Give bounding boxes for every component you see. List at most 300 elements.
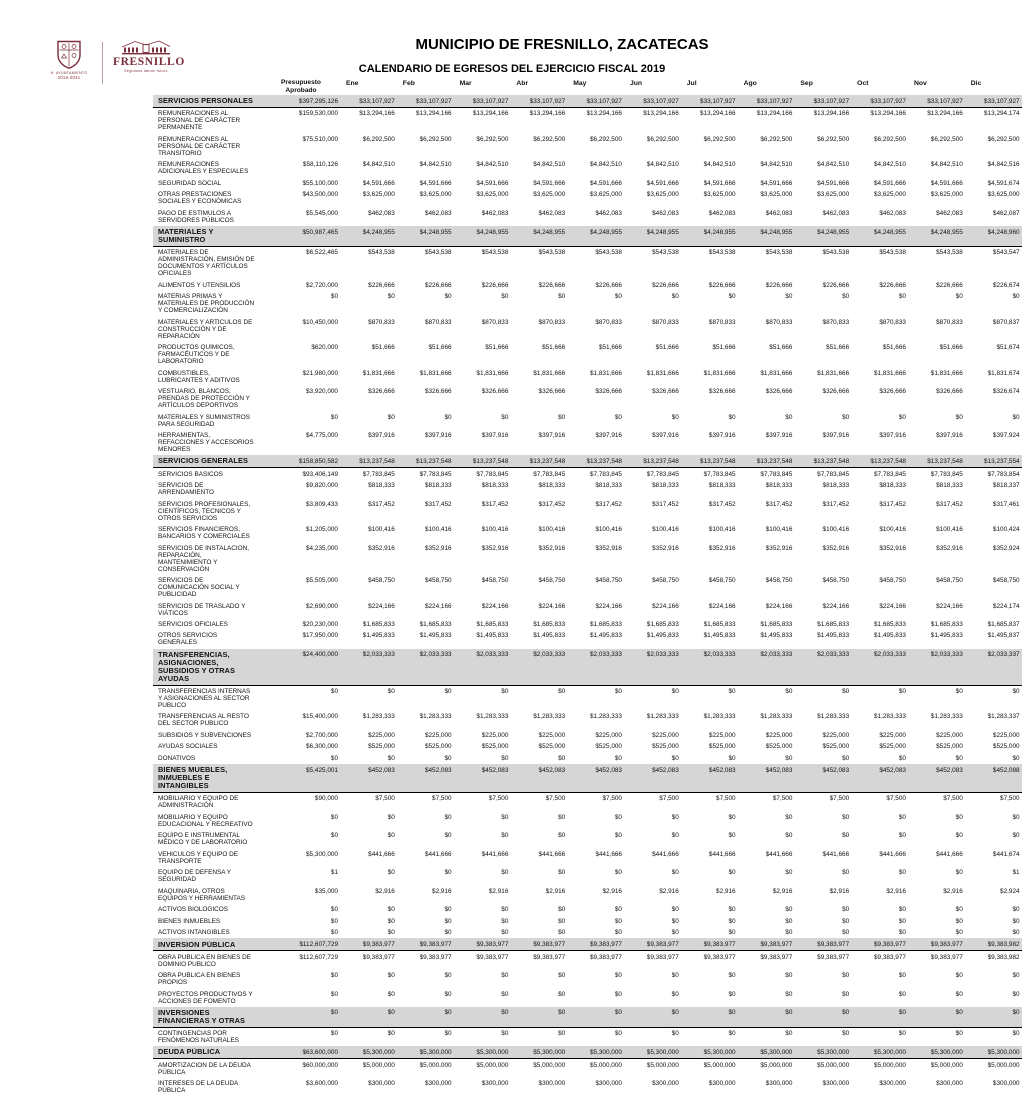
cell-month-value: $0 — [387, 754, 395, 762]
cell-month-value: $0 — [898, 754, 906, 762]
cell-month-value: $0 — [671, 1030, 679, 1038]
section-row — [153, 1007, 1022, 1028]
cell-month-value: $870,833 — [481, 318, 509, 326]
cell-month-value: $4,248,955 — [703, 228, 736, 236]
cell-month-value: $9,383,977 — [533, 941, 566, 949]
cell-month-value: $6,292,500 — [987, 135, 1020, 143]
cell-month-value: $300,000 — [595, 1080, 622, 1088]
table-row — [153, 542, 1022, 574]
cell-month-value: $0 — [898, 917, 906, 925]
cell-month-value: $0 — [558, 687, 566, 695]
cell-month-value: $225,000 — [368, 731, 395, 739]
cell-month-value: $13,294,166 — [700, 110, 736, 118]
cell-month-value: $1,495,833 — [760, 632, 793, 640]
cell-presupuesto-aprobado: $6,300,000 — [306, 743, 338, 751]
cell-month-value: $0 — [955, 1030, 963, 1038]
cell-month-value: $0 — [785, 1030, 793, 1038]
cell-month-value: $13,294,166 — [927, 110, 963, 118]
cell-month-value: $0 — [387, 687, 395, 695]
cell-month-value: $13,294,166 — [416, 110, 452, 118]
cell-month-value: $9,383,977 — [760, 941, 793, 949]
cell-presupuesto-aprobado: $0 — [330, 1030, 338, 1038]
cell-month-value: $4,591,666 — [873, 179, 906, 187]
cell-month-value: $9,383,977 — [873, 953, 906, 961]
table-body — [153, 95, 1022, 1096]
row-label: SERVICIOS PROFESIONALES, CIENTÍFICOS, TECNICOS Y OTROS SERVICIOS — [158, 500, 251, 522]
cell-month-value: $13,237,548 — [756, 457, 793, 465]
cell-month-value: $818,333 — [595, 482, 622, 490]
cell-month-value: $2,033,333 — [419, 651, 452, 659]
cell-month-value: $818,333 — [538, 482, 566, 490]
cell-month-value: $4,248,955 — [419, 228, 452, 236]
row-label: DONATIVOS — [158, 754, 196, 762]
cell-month-value: $51,666 — [371, 344, 395, 352]
cell-month-value: $0 — [614, 1009, 622, 1017]
cell-month-value: $4,248,955 — [646, 228, 679, 236]
column-header-month: Ene — [346, 79, 359, 87]
cell-month-value: $870,833 — [879, 318, 906, 326]
cell-month-value: $33,107,927 — [359, 97, 395, 105]
cell-month-value: $9,383,977 — [362, 941, 395, 949]
table-row — [153, 904, 1022, 915]
cell-presupuesto-aprobado: $24,400,000 — [302, 651, 338, 659]
cell-month-value: $1,831,666 — [646, 369, 679, 377]
table-row — [153, 367, 1022, 385]
table-row — [153, 753, 1022, 764]
table-row — [153, 867, 1022, 885]
cell-month-value: $0 — [728, 813, 736, 821]
cell-month-value: $352,916 — [424, 544, 452, 552]
cell-month-value: $0 — [1012, 413, 1020, 421]
cell-month-value: $0 — [558, 869, 566, 877]
cell-month-value: $0 — [444, 869, 452, 877]
cell-month-value: $870,833 — [368, 318, 395, 326]
cell-month-value: $0 — [558, 293, 566, 301]
cell-month-value: $441,666 — [822, 850, 850, 858]
cell-month-value: $326,666 — [765, 388, 793, 396]
cell-presupuesto-aprobado: $0 — [330, 754, 338, 762]
cell-month-value: $0 — [898, 832, 906, 840]
cell-month-value: $2,033,333 — [589, 651, 622, 659]
cell-month-value: $525,000 — [992, 743, 1020, 751]
cell-month-value: $543,538 — [424, 249, 452, 257]
cell-presupuesto-aprobado: $5,300,000 — [306, 850, 338, 858]
cell-month-value: $4,591,666 — [703, 179, 736, 187]
cell-month-value: $525,000 — [481, 743, 509, 751]
cell-month-value: $397,916 — [368, 432, 395, 440]
cell-month-value: $33,107,927 — [813, 97, 850, 105]
cell-month-value: $9,383,982 — [987, 941, 1020, 949]
row-label: CONTINGENCIAS POR FENÓMENOS NATURALES — [158, 1030, 239, 1045]
cell-month-value: $0 — [444, 832, 452, 840]
cell-month-value: $2,033,333 — [873, 651, 906, 659]
row-label: SERVICIOS BÁSICOS — [158, 470, 223, 478]
cell-month-value: $33,107,927 — [756, 97, 793, 105]
section-row — [153, 226, 1022, 247]
cell-month-value: $13,237,548 — [472, 457, 509, 465]
cell-month-value: $3,625,000 — [873, 191, 906, 199]
cell-month-value: $9,383,977 — [646, 941, 679, 949]
row-label: MATERIAS PRIMAS Y MATERIALES DE PRODUCCIÓN Y COMERCIALIZACIÓN — [158, 293, 255, 315]
cell-month-value: $100,416 — [708, 526, 736, 534]
cell-presupuesto-aprobado: $5,425,001 — [306, 766, 338, 774]
cell-month-value: $326,666 — [424, 388, 452, 396]
cell-month-value: $51,666 — [428, 344, 452, 352]
column-header-month: Nov — [913, 79, 927, 87]
cell-month-value: $0 — [671, 754, 679, 762]
cell-month-value: $5,300,000 — [533, 1048, 566, 1056]
cell-month-value: $4,842,510 — [873, 161, 906, 169]
cell-month-value: $0 — [444, 990, 452, 998]
cell-month-value: $9,383,977 — [930, 941, 963, 949]
cell-month-value: $452,083 — [708, 766, 736, 774]
cell-month-value: $1,685,833 — [703, 621, 736, 628]
cell-month-value: $462,083 — [595, 209, 622, 217]
cell-month-value: $0 — [558, 917, 566, 925]
cell-month-value: $9,383,977 — [817, 941, 850, 949]
cell-month-value: $326,674 — [992, 388, 1020, 396]
cell-month-value: $3,625,000 — [419, 191, 452, 199]
cell-month-value: $51,666 — [826, 344, 850, 352]
cell-presupuesto-aprobado: $0 — [330, 1009, 338, 1017]
row-label: MATERIALES Y ARTÍCULOS DE CONSTRUCCIÓN Y DE REPARACIÓN — [158, 318, 253, 340]
cell-month-value: $1,685,833 — [930, 621, 963, 628]
section-row — [153, 938, 1022, 951]
row-label: PROYECTOS PRODUCTIVOS Y ACCIONES DE FOMENTO — [158, 990, 253, 1005]
cell-month-value: $4,591,666 — [646, 179, 679, 187]
cell-month-value: $300,000 — [765, 1080, 793, 1088]
cell-month-value: $441,674 — [992, 850, 1020, 858]
cell-month-value: $0 — [898, 687, 906, 695]
cell-month-value: $1,685,833 — [533, 621, 566, 628]
cell-month-value: $0 — [842, 813, 850, 821]
row-label: SERVICIOS DE COMUNICACIÓN SOCIAL Y PUBLICIDAD — [158, 577, 240, 599]
cell-month-value: $5,300,000 — [703, 1048, 736, 1056]
cell-month-value: $13,237,548 — [416, 457, 452, 465]
cell-month-value: $0 — [501, 1030, 509, 1038]
cell-month-value: $0 — [728, 917, 736, 925]
cell-month-value: $0 — [898, 1009, 906, 1017]
cell-month-value: $0 — [898, 869, 906, 877]
cell-month-value: $352,916 — [936, 544, 963, 552]
cell-month-value: $300,000 — [652, 1080, 679, 1088]
cell-month-value: $0 — [558, 906, 566, 914]
cell-month-value: $0 — [1012, 1009, 1020, 1017]
cell-month-value: $100,416 — [765, 526, 793, 534]
cell-month-value: $0 — [728, 906, 736, 914]
cell-presupuesto-aprobado: $0 — [330, 832, 338, 840]
cell-month-value: $0 — [614, 929, 622, 937]
cell-month-value: $543,538 — [708, 249, 736, 257]
cell-month-value: $7,500 — [432, 795, 452, 803]
cell-month-value: $0 — [955, 906, 963, 914]
cell-month-value: $397,916 — [765, 432, 793, 440]
cell-month-value: $458,750 — [652, 577, 679, 585]
cell-month-value: $0 — [955, 687, 963, 695]
cell-month-value: $543,538 — [936, 249, 963, 257]
cell-month-value: $5,000,000 — [930, 1061, 963, 1069]
table-row — [153, 480, 1022, 498]
row-label: OTROS SERVICIOS GENERALES — [158, 632, 218, 647]
cell-month-value: $224,166 — [822, 602, 850, 610]
cell-month-value: $317,452 — [538, 500, 566, 508]
table-row — [153, 189, 1022, 207]
cell-presupuesto-aprobado: $112,607,729 — [299, 953, 338, 961]
cell-month-value: $0 — [444, 754, 452, 762]
cell-month-value: $1,831,666 — [817, 369, 850, 377]
row-label: AYUDAS SOCIALES — [158, 743, 218, 751]
cell-month-value: $397,916 — [595, 432, 622, 440]
cell-month-value: $6,292,500 — [817, 135, 850, 143]
cell-month-value: $0 — [501, 917, 509, 925]
cell-month-value: $458,750 — [879, 577, 906, 585]
cell-presupuesto-aprobado: $0 — [330, 917, 338, 925]
row-label: INTERESES DE LA DEUDA PÚBLICA — [158, 1080, 238, 1095]
table-row — [153, 741, 1022, 752]
cell-month-value: $0 — [444, 293, 452, 301]
cell-month-value: $0 — [728, 293, 736, 301]
cell-month-value: $0 — [387, 413, 395, 421]
cell-month-value: $0 — [1012, 1030, 1020, 1038]
cell-month-value: $0 — [728, 1009, 736, 1017]
row-label: INVERSIONES FINANCIERAS Y OTRAS — [158, 1008, 246, 1025]
cell-month-value: $0 — [785, 869, 793, 877]
cell-month-value: $317,452 — [708, 500, 736, 508]
cell-month-value: $1,495,833 — [646, 632, 679, 640]
cell-month-value: $397,916 — [822, 432, 850, 440]
cell-month-value: $224,166 — [936, 602, 963, 610]
cell-month-value: $818,333 — [765, 482, 793, 490]
cell-month-value: $5,300,000 — [476, 1048, 509, 1056]
cell-month-value: $326,666 — [481, 388, 509, 396]
cell-month-value: $3,625,000 — [817, 191, 850, 199]
cell-month-value: $525,000 — [765, 743, 793, 751]
cell-month-value: $224,166 — [538, 602, 566, 610]
cell-month-value: $0 — [728, 972, 736, 980]
cell-presupuesto-aprobado: $5,545,000 — [306, 209, 338, 217]
cell-month-value: $452,083 — [822, 766, 850, 774]
cell-month-value: $441,666 — [879, 850, 906, 858]
cell-month-value: $3,625,000 — [362, 191, 395, 199]
cell-month-value: $1,495,837 — [987, 632, 1020, 640]
cell-month-value: $300,000 — [368, 1080, 395, 1088]
cell-month-value: $2,033,333 — [362, 651, 395, 659]
cell-month-value: $3,625,000 — [533, 191, 566, 199]
cell-month-value: $1,495,833 — [419, 632, 452, 640]
cell-month-value: $462,083 — [822, 209, 850, 217]
cell-month-value: $6,292,500 — [419, 135, 452, 143]
cell-month-value: $7,500 — [602, 795, 622, 803]
cell-presupuesto-aprobado: $1,205,000 — [306, 526, 338, 534]
cell-month-value: $9,383,977 — [930, 953, 963, 961]
cell-month-value: $3,625,000 — [760, 191, 793, 199]
cell-month-value: $4,842,510 — [362, 161, 395, 169]
cell-month-value: $0 — [842, 754, 850, 762]
cell-month-value: $2,916 — [432, 887, 452, 895]
cell-month-value: $4,591,666 — [817, 179, 850, 187]
cell-month-value: $5,300,000 — [760, 1048, 793, 1056]
row-label: MATERIALES DE ADMINISTRACIÓN, EMISIÓN DE DOCUMENTOS Y ARTÍCULOS OFICIALES — [158, 249, 255, 278]
row-label: OTRAS PRESTACIONES SOCIALES Y ECONÓMICAS — [158, 191, 242, 206]
cell-month-value: $4,248,955 — [760, 228, 793, 236]
cell-month-value: $1,283,333 — [760, 713, 793, 721]
cell-presupuesto-aprobado: $3,600,000 — [306, 1080, 338, 1088]
section-row — [153, 95, 1022, 108]
cell-month-value: $0 — [898, 906, 906, 914]
cell-month-value: $326,666 — [538, 388, 566, 396]
row-label: EQUIPO DE DEFENSA Y SEGURIDAD — [158, 869, 231, 884]
table-row — [153, 927, 1022, 938]
cell-month-value: $452,083 — [936, 766, 963, 774]
cell-month-value: $51,666 — [712, 344, 736, 352]
cell-month-value: $4,591,666 — [362, 179, 395, 187]
cell-month-value: $1,283,333 — [589, 713, 622, 721]
table-row — [153, 619, 1022, 630]
cell-month-value: $870,833 — [538, 318, 566, 326]
cell-month-value: $1,685,833 — [760, 621, 793, 628]
cell-month-value: $397,916 — [879, 432, 906, 440]
cell-month-value: $5,000,000 — [476, 1061, 509, 1069]
cell-presupuesto-aprobado: $90,000 — [314, 795, 338, 803]
row-label: VEHICULOS Y EQUIPO DE TRANSPORTE — [158, 850, 239, 865]
cell-month-value: $100,424 — [992, 526, 1020, 534]
cell-month-value: $0 — [671, 917, 679, 925]
column-header-month: Feb — [402, 79, 415, 87]
cell-month-value: $224,166 — [765, 602, 793, 610]
cell-month-value: $13,294,166 — [586, 110, 622, 118]
cell-month-value: $7,783,845 — [873, 470, 906, 478]
cell-month-value: $0 — [614, 813, 622, 821]
cell-month-value: $33,107,927 — [586, 97, 622, 105]
cell-month-value: $225,000 — [538, 731, 566, 739]
table-row — [153, 830, 1022, 848]
cell-month-value: $397,916 — [708, 432, 736, 440]
cell-month-value: $2,033,333 — [760, 651, 793, 659]
cell-month-value: $1,831,666 — [760, 369, 793, 377]
cell-month-value: $870,833 — [708, 318, 736, 326]
cell-month-value: $0 — [898, 293, 906, 301]
cell-month-value: $317,452 — [595, 500, 622, 508]
cell-month-value: $525,000 — [936, 743, 963, 751]
cell-month-value: $4,591,666 — [419, 179, 452, 187]
cell-month-value: $317,452 — [424, 500, 452, 508]
cell-month-value: $0 — [898, 929, 906, 937]
row-label: MOBILIARIO Y EQUIPO EDUCACIONAL Y RECREATIVO — [158, 813, 253, 828]
cell-month-value: $441,666 — [595, 850, 622, 858]
column-header-month: Dic — [970, 79, 982, 87]
cell-month-value: $13,294,166 — [359, 110, 395, 118]
cell-month-value: $4,591,666 — [589, 179, 622, 187]
cell-month-value: $51,674 — [996, 344, 1020, 352]
cell-month-value: $224,166 — [879, 602, 906, 610]
cell-month-value: $0 — [501, 1009, 509, 1017]
cell-month-value: $33,107,927 — [927, 97, 963, 105]
cell-month-value: $0 — [387, 906, 395, 914]
cell-month-value: $317,452 — [368, 500, 395, 508]
cell-month-value: $0 — [728, 990, 736, 998]
cell-month-value: $0 — [785, 990, 793, 998]
cell-month-value: $458,750 — [538, 577, 566, 585]
table-row — [153, 342, 1022, 367]
cell-month-value: $326,666 — [879, 388, 906, 396]
table-row — [153, 915, 1022, 926]
cell-month-value: $0 — [898, 972, 906, 980]
cell-month-value: $0 — [842, 832, 850, 840]
cell-month-value: $13,237,548 — [927, 457, 963, 465]
cell-month-value: $6,292,500 — [476, 135, 509, 143]
cell-month-value: $3,625,000 — [703, 191, 736, 199]
cell-month-value: $2,033,337 — [987, 651, 1020, 659]
cell-month-value: $225,000 — [424, 731, 452, 739]
cell-month-value: $0 — [558, 813, 566, 821]
cell-month-value: $1,283,333 — [362, 713, 395, 721]
cell-month-value: $462,083 — [481, 209, 509, 217]
cell-month-value: $4,591,666 — [533, 179, 566, 187]
cell-month-value: $525,000 — [708, 743, 736, 751]
cell-month-value: $0 — [728, 754, 736, 762]
cell-month-value: $4,842,516 — [987, 161, 1020, 169]
cell-month-value: $525,000 — [652, 743, 679, 751]
row-label: SUBSIDIOS Y SUBVENCIONES — [158, 731, 252, 739]
cell-month-value: $33,107,927 — [984, 97, 1020, 105]
cell-month-value: $9,383,982 — [987, 953, 1020, 961]
cell-month-value: $7,783,854 — [987, 470, 1020, 478]
cell-month-value: $1,495,833 — [703, 632, 736, 640]
cell-month-value: $397,916 — [481, 432, 509, 440]
cell-month-value: $225,000 — [652, 731, 679, 739]
cell-month-value: $9,383,977 — [703, 953, 736, 961]
cell-month-value: $0 — [444, 687, 452, 695]
cell-month-value: $0 — [728, 687, 736, 695]
cell-month-value: $0 — [558, 1009, 566, 1017]
section-row — [153, 1046, 1022, 1059]
cell-month-value: $397,916 — [538, 432, 566, 440]
cell-month-value: $224,166 — [595, 602, 622, 610]
cell-month-value: $2,033,333 — [930, 651, 963, 659]
row-label: MATERIALES Y SUMINISTRO — [158, 228, 214, 245]
cell-month-value: $525,000 — [822, 743, 850, 751]
cell-month-value: $5,300,000 — [362, 1048, 395, 1056]
cell-presupuesto-aprobado: $10,450,000 — [302, 318, 338, 326]
cell-month-value: $0 — [444, 1030, 452, 1038]
cell-month-value: $458,750 — [424, 577, 452, 585]
cell-month-value: $5,000,000 — [533, 1061, 566, 1069]
cell-month-value: $0 — [501, 293, 509, 301]
cell-month-value: $300,000 — [936, 1080, 963, 1088]
cell-month-value: $352,916 — [708, 544, 736, 552]
cell-month-value: $326,666 — [652, 388, 679, 396]
row-label: ACTIVOS BIOLÓGICOS — [158, 906, 228, 914]
cell-month-value: $1,495,833 — [533, 632, 566, 640]
cell-month-value: $9,383,977 — [419, 953, 452, 961]
row-label: SERVICIOS FINANCIEROS, BANCARIOS Y COMERCIALES — [158, 526, 250, 541]
cell-month-value: $5,300,000 — [930, 1048, 963, 1056]
cell-month-value: $7,500 — [829, 795, 850, 803]
cell-presupuesto-aprobado: $159,530,000 — [298, 110, 338, 118]
cell-month-value: $458,750 — [595, 577, 622, 585]
cell-month-value: $224,166 — [424, 602, 452, 610]
cell-month-value: $441,666 — [652, 850, 679, 858]
cell-month-value: $0 — [444, 972, 452, 980]
cell-month-value: $2,916 — [659, 887, 679, 895]
cell-month-value: $0 — [898, 413, 906, 421]
cell-month-value: $0 — [444, 413, 452, 421]
cell-month-value: $226,666 — [822, 281, 850, 289]
cell-month-value: $543,538 — [368, 249, 395, 257]
cell-month-value: $0 — [1012, 917, 1020, 925]
cell-month-value: $1,831,666 — [703, 369, 736, 377]
cell-presupuesto-aprobado: $21,980,000 — [302, 369, 338, 377]
